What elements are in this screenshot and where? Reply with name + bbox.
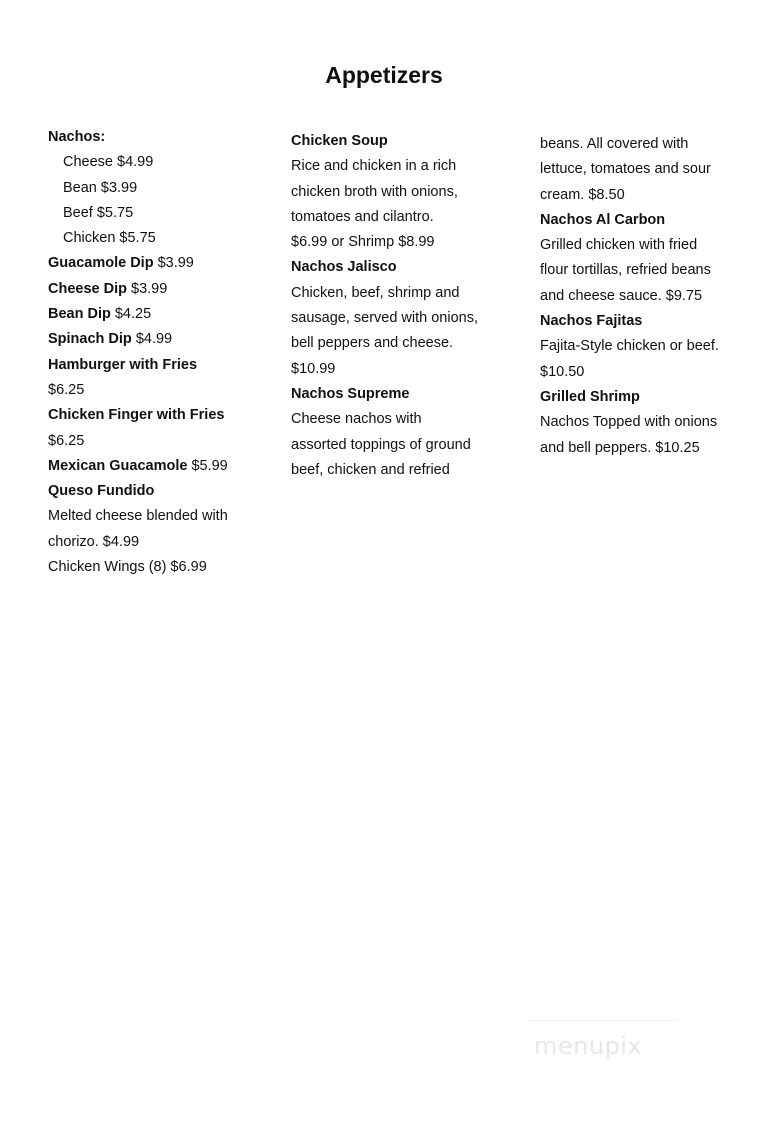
menu-item: Cheese $4.99 <box>63 154 154 171</box>
item-price: $4.25 <box>110 306 152 323</box>
item-name: Queso Fundido <box>48 483 155 500</box>
item-description: Melted cheese blended with <box>48 508 228 525</box>
item-description: Rice and chicken in a rich <box>291 158 457 175</box>
menu-item: Chicken $5.75 <box>63 230 156 247</box>
menu-column-2 <box>291 129 506 483</box>
menu-column-1 <box>48 125 263 580</box>
item-description: bell peppers and cheese. <box>291 335 454 352</box>
section-nachos: Nachos: <box>48 129 106 145</box>
item-name: Nachos Jalisco <box>291 259 397 276</box>
item-name: Nachos Supreme <box>291 385 410 402</box>
item-name: Nachos Fajitas <box>540 313 643 330</box>
item-description: Cheese nachos with <box>291 411 422 428</box>
menu-item: Bean $3.99 <box>63 179 138 196</box>
item-description: beans. All covered with <box>540 136 689 152</box>
item-price: $3.99 <box>126 280 168 297</box>
item-description: cream. $8.50 <box>540 186 625 203</box>
item-name: Mexican Guacamole <box>48 457 188 474</box>
watermark-divider <box>528 1020 678 1021</box>
item-description: chicken broth with onions, <box>291 183 458 200</box>
item-description: Grilled chicken with fried <box>540 237 698 254</box>
item-name: Bean Dip <box>48 306 111 323</box>
item-description: chorizo. $4.99 <box>48 533 140 550</box>
item-description: tomatoes and cilantro. <box>291 208 434 225</box>
item-description: sausage, served with onions, <box>291 310 478 327</box>
menu-item: Beef $5.75 <box>63 204 134 221</box>
page-title: Appetizers <box>325 62 443 88</box>
item-price: $6.25 <box>48 432 85 449</box>
item-name: Spinach Dip <box>48 331 132 348</box>
item-description: Nachos Topped with onions <box>540 414 718 431</box>
menu-item-cheese-dip <box>48 277 263 302</box>
item-description: and cheese sauce. $9.75 <box>540 287 703 304</box>
menu-item-guacamole-dip <box>48 251 263 276</box>
item-name: Cheese Dip <box>48 280 127 297</box>
item-name: Guacamole Dip <box>48 255 154 272</box>
item-name: Hamburger with Fries <box>48 356 198 373</box>
item-description: beef, chicken and refried <box>291 461 450 478</box>
item-description: assorted toppings of ground <box>291 436 471 453</box>
item-name: Grilled Shrimp <box>540 388 640 405</box>
item-description: and bell peppers. $10.25 <box>540 439 700 456</box>
item-description: Fajita-Style chicken or beef. <box>540 338 719 355</box>
menu-item-mexican-guacamole <box>48 454 263 479</box>
menu-item-spinach-dip <box>48 327 263 352</box>
item-description: $10.50 <box>540 363 585 380</box>
item-price: $5.99 <box>187 457 228 474</box>
item-name: Nachos Al Carbon <box>540 211 666 228</box>
menu-column-3 <box>540 132 750 461</box>
item-price: $6.25 <box>48 381 85 398</box>
item-price: $3.99 <box>153 255 194 272</box>
menu-item-bean-dip <box>48 302 263 327</box>
item-description: lettuce, tomatoes and sour <box>540 161 711 178</box>
item-price: $4.99 <box>131 331 173 348</box>
item-description: $10.99 <box>291 360 336 377</box>
item-description: Chicken, beef, shrimp and <box>291 284 460 301</box>
item-description: flour tortillas, refried beans <box>540 262 711 279</box>
menupix-watermark: menupix <box>534 1032 643 1060</box>
item-description: $6.99 or Shrimp $8.99 <box>291 234 435 251</box>
menu-item-chicken-wings: Chicken Wings (8) $6.99 <box>48 559 207 576</box>
item-name: Chicken Soup <box>291 133 388 149</box>
item-name: Chicken Finger with Fries <box>48 407 225 424</box>
